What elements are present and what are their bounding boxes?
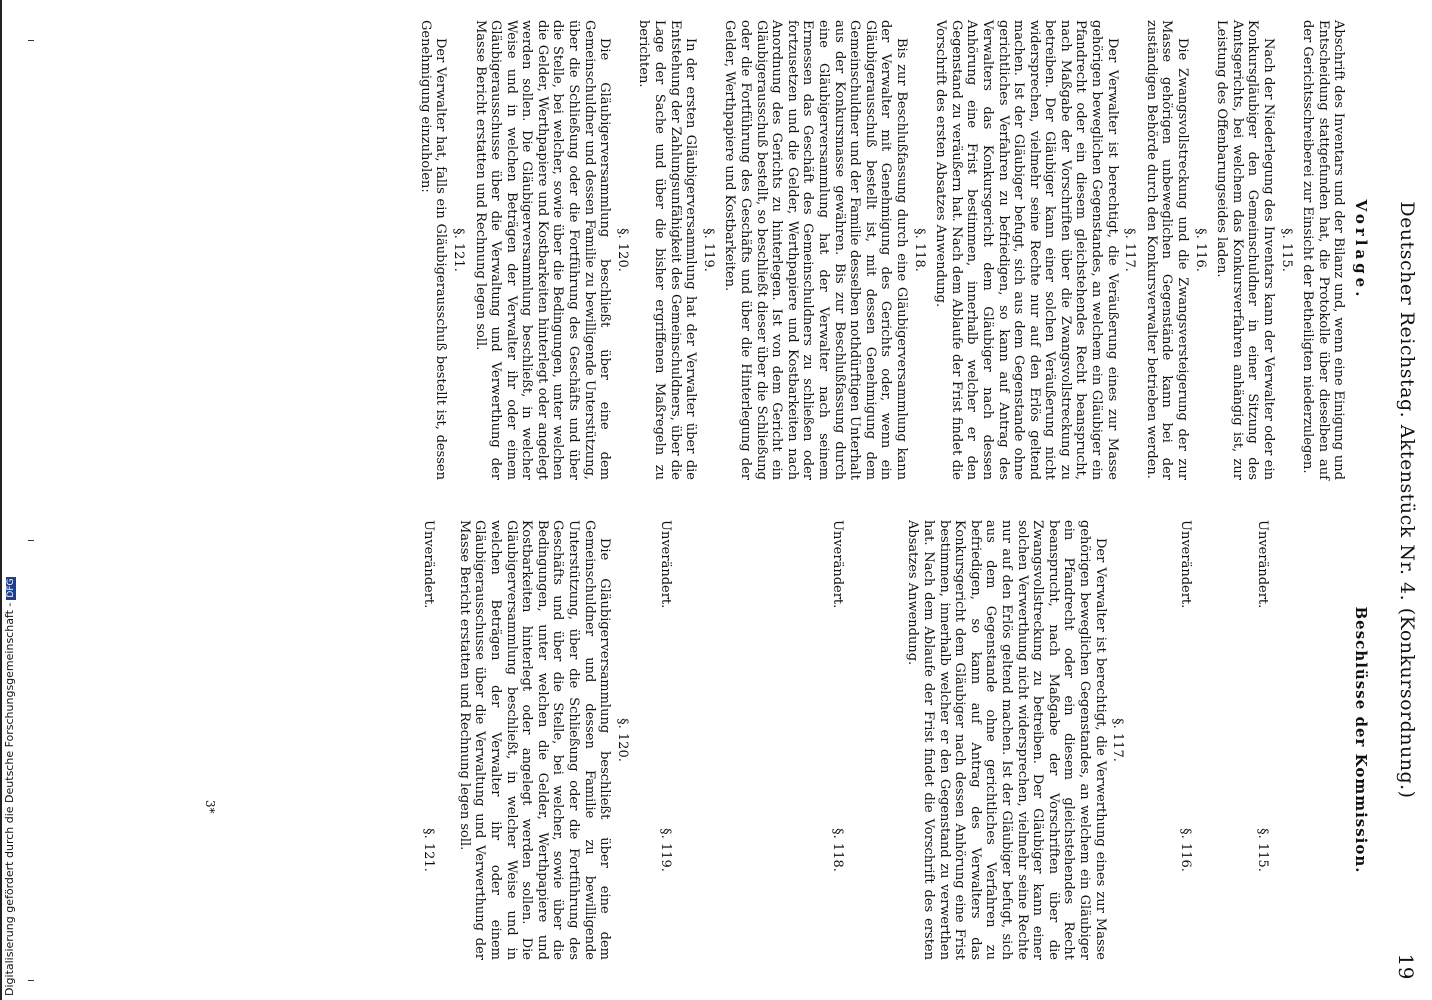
- vorlage-section-text: Die Zwangsvollstreckung und die Zwangsversteigerung der zur Masse gehörigen unbeweglichen Gegenstände kann bei der zuständigen Behörde durch den Konkursverwalter betrieben werden.: [1143, 20, 1191, 480]
- kommission-section-number: §. 116.: [1177, 828, 1193, 872]
- kommission-section-row: [1175, 520, 1197, 960]
- kommission-column: [419, 520, 1378, 960]
- kommission-section-row: [1253, 520, 1275, 960]
- unchanged-label: Unverändert.: [1255, 520, 1271, 609]
- kommission-section-number: §. 120.: [614, 718, 630, 762]
- kommission-section-number: §. 117.: [1110, 718, 1126, 762]
- rotated-document-page: [80, 0, 1432, 1000]
- vorlage-section-number: §. 117.: [1122, 228, 1138, 272]
- vorlage-section-number: §. 121.: [450, 228, 466, 272]
- vorlage-section-number: §. 119.: [700, 228, 716, 272]
- vorlage-section-number: §. 118.: [911, 228, 927, 272]
- kommission-section-row: [419, 520, 441, 960]
- vorlage-column: [415, 20, 1378, 480]
- vorlage-section-number: §. 115.: [1278, 228, 1294, 272]
- kommission-section-number: §. 119.: [658, 828, 674, 872]
- vorlage-intro: Abschrift des Inventars und der Bilanz und, wenn eine Einigung und Entscheidung stattgefunden hat, die Protokolle über dieselben auf der Gerichtsschreiberei zur Einsicht der Betheiligten niederzulegen.: [1300, 20, 1347, 480]
- vorlage-section-text: In der ersten Gläubigerversammlung hat der Verwalter über die Entstehung der Zahlungsunfähigkeit des Gemeinschuldners, über die Lage der Sache und über die bisher ergriffenen Maßregeln zu berichten.: [636, 20, 699, 480]
- kommission-section-row: [827, 520, 849, 960]
- vorlage-section-text: Bis zur Beschlußfassung durch eine Gläubigerversammlung kann der Verwalter mit Genehmigung des Gerichts oder, wenn ein Gläubigerausschuß bestellt ist, mit dessen Genehmigung dem Gemeinschuldner und der Familie desselben nothdürftigen Unterhalt aus der Konkursmasse gewähren. Bis zur Beschlußfassung durch eine Gläubigerversammlung hat der Verwalter nach seinem Ermessen das Geschäft des Gemeinschuldners zu schließen oder fortzusetzen und die Gelder, Werthpapiere und Kostbarkeiten nach Anordnung des Gerichts zu hinterlegen. Ist von dem Gericht ein Gläubigerausschuß bestellt, so beschließt dieser über die Schließung oder die Fortführung des Geschäfts und über die Hinterlegung der Gelder, Werthpapiere und Kostbarkeiten.: [722, 20, 909, 480]
- kommission-section-text: Die Gläubigerversammlung beschließt über eine dem Gemeinschuldner und dessen Familie zu bewilligende Unterstützung, über die Schließung oder die Fortführung des Geschäfts und über die Stelle, bei welcher, sowie über die Bedingungen, unter welchen die Gelder, Werthpapiere und Kostbarkeiten hinterlegt oder angelegt werden sollen. Die Gläubigerversammlung beschließt, in welcher Weise und in welchen Beträgen der Verwalter ihr oder einem Gläubigerausschusse über die Verwaltung und Verwerthung der Masse Bericht erstatten und Rechnung legen soll.: [456, 520, 613, 960]
- scan-mark: [28, 40, 34, 41]
- unchanged-label: Unverändert.: [421, 520, 437, 609]
- page-header: [1382, 20, 1422, 980]
- vorlage-section-text: Die Gläubigerversammlung beschließt über eine dem Gemeinschuldner und dessen Familie zu bewilligende Unterstützung, über die Schließung oder die Fortführung des Geschäfts und über die Stelle, bei welcher, sowie über die Bedingungen, unter welchen die Gelder, Werthpapiere und Kostbarkeiten hinterlegt oder angelegt werden sollen. Die Gläubigerversammlung beschließt, in welcher Weise und in welchen Beträgen der Verwalter ihr oder einem Gläubigerausschusse über die Verwaltung und Verwerthung der Masse Bericht erstatten und Rechnung legen soll.: [472, 20, 613, 480]
- unchanged-label: Unverändert.: [829, 520, 845, 609]
- vorlage-section-text: Nach der Niederlegung des Inventars kann der Verwalter oder ein Konkursgläubiger den Gemeinschuldner in einer Sitzung des Amtsgerichts, bei welchem das Konkursverfahren anhängig ist, zur Leistung des Offenbarungseides laden.: [1214, 20, 1277, 480]
- unchanged-label: Unverändert.: [1177, 520, 1193, 609]
- page-number: 19: [1394, 953, 1418, 980]
- digitization-note: Digitalisierung gefördert durch die Deutsche Forschungsgemeinschaft -: [3, 602, 16, 996]
- header-title: Deutscher Reichstag. Aktenstück Nr. 4. (Konkursordnung.): [1396, 201, 1418, 799]
- unchanged-label: Unverändert.: [658, 520, 674, 609]
- vorlage-section-text: Der Verwalter hat, falls ein Gläubigerausschuß bestellt ist, dessen Genehmigung einzuholen:: [417, 20, 449, 480]
- vorlage-section-number: §. 120.: [614, 228, 630, 272]
- digitization-footer: [2, 436, 16, 996]
- signature-mark: 3*: [203, 800, 217, 814]
- kommission-section-text: Der Verwalter ist berechtigt, die Verwerthung eines zur Masse gehörigen beweglichen Gegenstandes, an welchem ein Gläubiger ein Pfandrecht oder ein diesem gleichstehendes Recht beansprucht, nach Maßgabe der Vorschriften über die Zwangsvollstreckung zu betreiben. Der Gläubiger kann einer solchen Verwerthung nicht widersprechen, vielmehr seine Rechte nur auf den Erlös geltend machen. Ist der Gläubiger befugt, sich aus dem Gegenstande ohne gerichtliches Verfahren zu befriedigen, so kann auf Antrag des Verwalters das Konkursgericht dem Gläubiger nach dessen Anhörung eine Frist bestimmen, innerhalb welcher er den Gegenstand zu verwerthen hat. Nach dem Ablaufe der Frist findet die Vorschrift des ersten Absatzes Anwendung.: [905, 520, 1108, 960]
- kommission-heading: Beschlüsse der Kommission.: [1352, 606, 1370, 874]
- vorlage-section-text: Der Verwalter ist berechtigt, die Veräußerung eines zur Masse gehörigen beweglichen Gegenstandes, an welchem ein Gläubiger ein Pfandrecht oder ein diesem gleichstehendes Recht beansprucht, nach Maßgabe der Vorschriften über die Zwangsvollstreckung zu betreiben. Der Gläubiger kann einer solchen Veräußerung nicht widersprechen, vielmehr seine Rechte nur auf den Erlös geltend machen. Ist der Gläubiger befugt, sich aus dem Gegenstande ohne gerichtliches Verfahren zu befriedigen, so kann auf Antrag des Verwalters das Konkursgericht dem Gläubiger nach dessen Anhörung eine Frist bestimmen, innerhalb welcher er den Gegenstand zu veräußern hat. Nach dem Ablaufe der Frist findet die Vorschrift des ersten Absatzes Anwendung.: [933, 20, 1120, 480]
- kommission-section-number: §. 118.: [829, 828, 845, 872]
- vorlage-heading: Vorlage.: [1352, 199, 1370, 301]
- kommission-section-row: [656, 520, 678, 960]
- kommission-section-number: §. 115.: [1255, 828, 1271, 872]
- kommission-section-number: §. 121.: [421, 828, 437, 872]
- scan-mark: [28, 980, 34, 981]
- scan-mark: [28, 540, 34, 541]
- dfg-logo: DFG: [6, 578, 16, 598]
- vorlage-section-number: §. 116.: [1192, 228, 1208, 272]
